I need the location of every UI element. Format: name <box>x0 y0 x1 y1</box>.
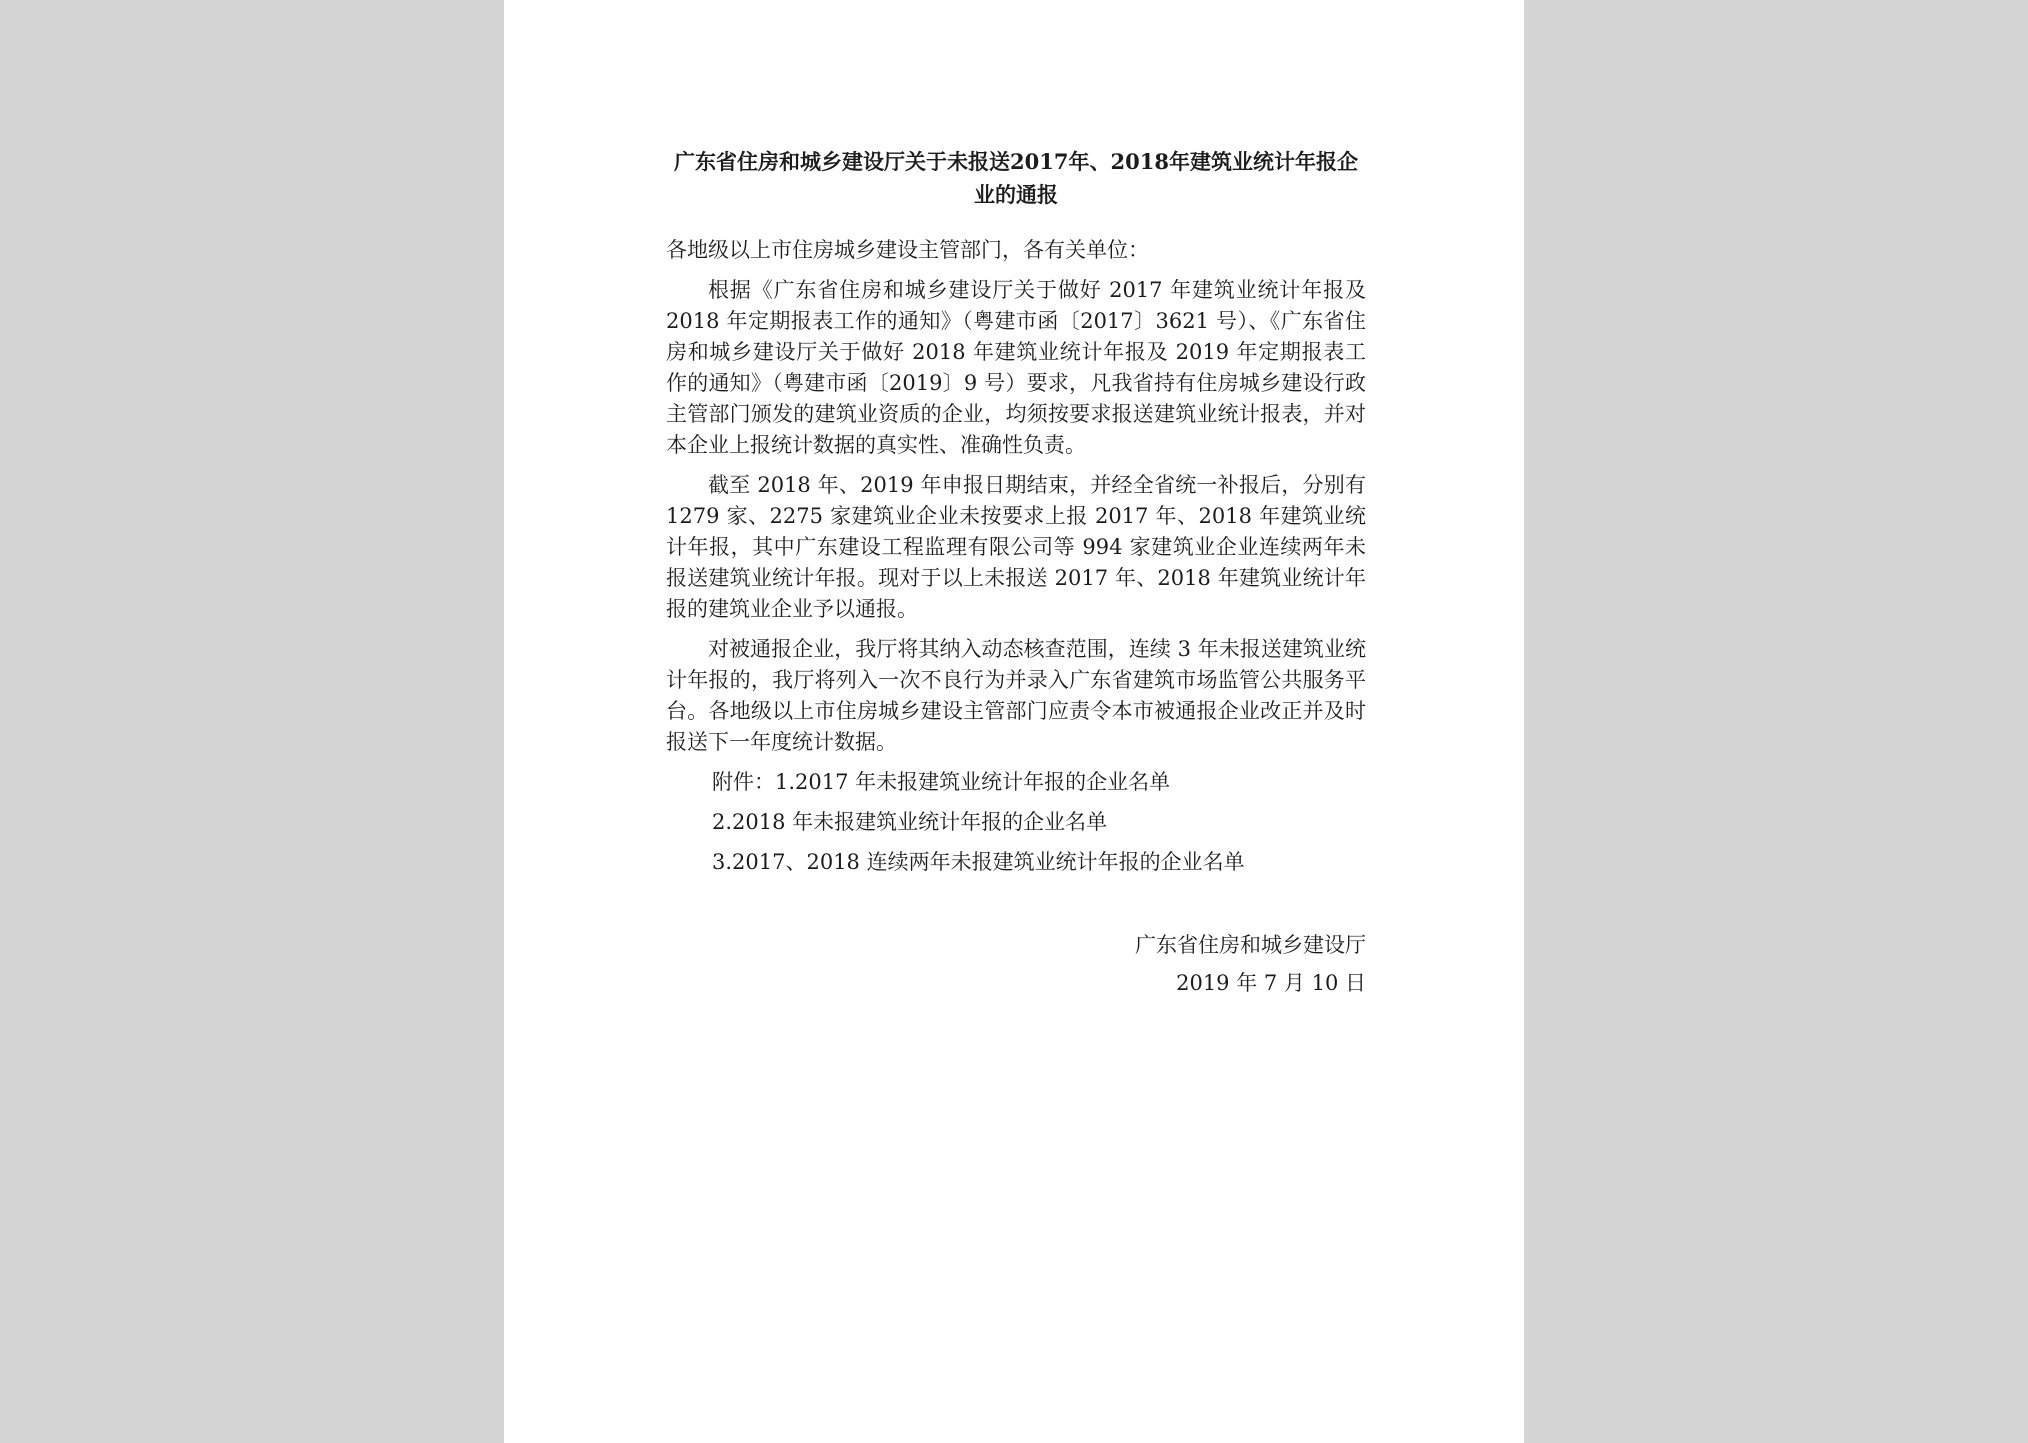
issue-date: 2019 年 7 月 10 日 <box>1176 971 1366 995</box>
issuer-name: 广东省住房和城乡建设厅 <box>1135 933 1366 957</box>
paragraph-basis: 根据《广东省住房和城乡建设厅关于做好 2017 年建筑业统计年报及 2018 年定期报表工作的通知》（粤建市函〔2017〕3621 号）、《广东省住房和城乡建设厅关于做好 2018 年建筑业统计年报及 2019 年定期报表工作的通知》（粤建市函〔2019〕9 号）要求，凡我省持有住房城乡建设行政主管部门颁发的建筑业资质的企业，均须按要求报送建筑业统计报表，并对本企业上报统计数据的真实性、准确性负责。 <box>666 278 1366 457</box>
document-title: 广东省住房和城乡建设厅关于未报送2017年、2018年建筑业统计年报企业的通报 <box>674 149 1358 207</box>
paragraph-findings: 截至 2018 年、2019 年申报日期结束，并经全省统一补报后，分别有 1279 家、2275 家建筑业企业未按要求上报 2017 年、2018 年建筑业统计年报，其中广东建设工程监理有限公司等 994 家建筑业企业连续两年未报送建筑业统计年报。现对于以上未报送 2017 年、2018 年建筑业统计年报的建筑业企业予以通报。 <box>666 473 1366 621</box>
attachment-item: 附件：1.2017 年未报建筑业统计年报的企业名单 <box>712 770 1171 794</box>
salutation: 各地级以上市住房城乡建设主管部门，各有关单位： <box>666 238 1149 262</box>
attachment-item: 2.2018 年未报建筑业统计年报的企业名单 <box>712 810 1108 834</box>
attachment-item: 3.2017、2018 连续两年未报建筑业统计年报的企业名单 <box>712 850 1245 874</box>
document-page <box>504 0 1524 1443</box>
paragraph-measures: 对被通报企业，我厅将其纳入动态核查范围，连续 3 年未报送建筑业统计年报的，我厅将列入一次不良行为并录入广东省建筑市场监管公共服务平台。各地级以上市住房城乡建设主管部门应责令本市被通报企业改正并及时报送下一年度统计数据。 <box>666 637 1366 754</box>
document-body <box>666 145 1366 1002</box>
signature-block <box>666 926 1366 1002</box>
